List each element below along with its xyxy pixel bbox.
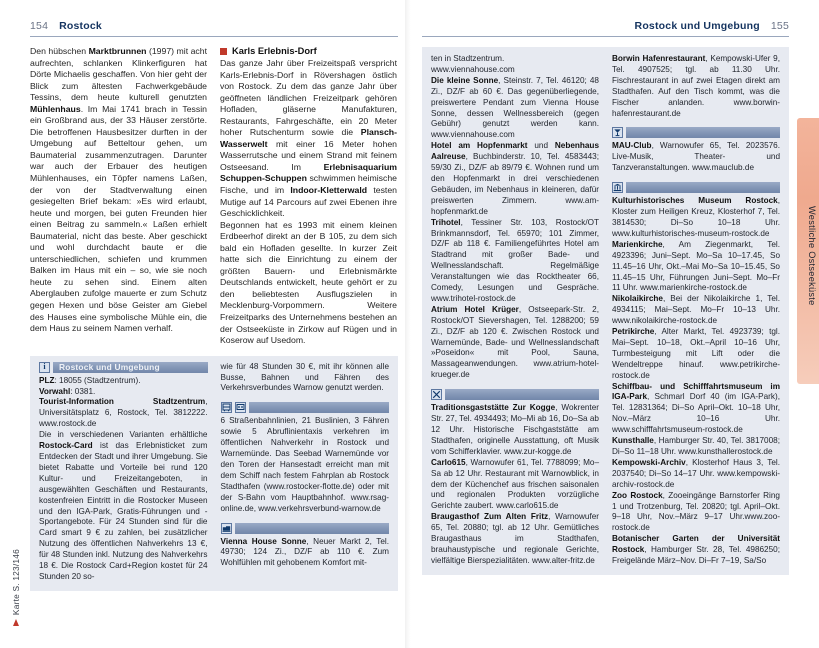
restaurant-entries-col2: Borwin Hafenrestaurant, Kempowski-Ufer 9, Tel. 4907525; tgl. ab 11.30 Uhr. Fischrestaurant in auf zwei Etagen direkt am Stadthafen. Auf den Tisch kommt, was die Fischer anlanden. www.borwin-hafenrestaurant.de — [612, 54, 780, 118]
karls-paragraph-2: Begonnen hat es 1993 mit einem kleinen Erdbeerhof direkt an der B 105, zu dem sich bald ein Hofladen gesellte. In kurzer Zeit hatte sich die Einrichtung zu einem der größten Bauern- und Erlebnismärkte Deutschlands entwickelt, heute gehört er zu den beliebtesten Ausflugszielen in Mecklenburg-Vorpommern. Weitere Freizeitparks des Unternehmens bestehen an der Ostseeküste in Zirkow auf Rügen und in Koserow auf Usedom. — [220, 219, 397, 346]
marktbrunnen-paragraph: Den hübschen Marktbrunnen (1997) mit acht aufrechten, schlanken Klinkerfiguren hat Dörte Michaelis geschaffen. Von hier geht der Blick zum ältesten Fachwerkgebäude Tessins, dem heute kulturell genutzten Mühlenhaus. Im Mai 1741 brach in Tessin ein Großbrand aus, der 33 Häuser zerstörte. Die betroffenen Hausbesitzer durften in der Umgebung auf Betteltour gehen, um Baumaterial zusammenzutragen. Darunter war auch der Erbauer des heutigen Mühlenhauses, ein Töpfer namens Laßen, der von der Stadtverwaltung einen gesiegelten Brief bekam: »Es wird erlaubt, heute und morgen, bei guten Freunden hier einen Beitrag zu sammeln.« Laßen erhielt Baumaterial, nicht das beste. Aber geschickt und wohl durchdacht baute er die unterschiedlichen, schiefen und krummen Balken im Haus mit ein – so, wie sie noch heute zu sehen sind. Einem alten Aberglauben zufolge mauerte er zum Schutz gegen Hexen und böse Geister am Giebel des Hauses eine symbolische Mühle ein, die dem Haus zu seinem Namen verhalf. — [30, 46, 207, 334]
hotel-bar-title — [235, 523, 390, 534]
running-head-right — [422, 20, 789, 37]
restaurant-icon — [431, 389, 442, 400]
map-marker-triangle-icon — [13, 619, 19, 626]
hotel-bar-header — [221, 523, 390, 534]
right-page — [410, 0, 819, 648]
right-infobox-column-1 — [431, 54, 599, 567]
nightlife-bar-title — [626, 127, 780, 138]
plz-vorwahl-tourist-info: PLZ: 18055 (Stadtzentrum). Vorwahl: 0381. Tourist-Information Stadtzentrum, Universitätsplatz 6, Rostock, Tel. 3812222. www.rostock.de — [39, 375, 208, 429]
page-number-right: 155 — [770, 20, 789, 32]
infobox-column-2 — [221, 362, 390, 583]
info-bar-header — [39, 362, 208, 373]
map-reference-label: Karte S. 123/146 — [11, 548, 21, 615]
museum-bar-title — [626, 182, 780, 193]
hotel-entries-right: Die kleine Sonne, Steinstr. 7, Tel. 46120; 48 Zi., DZ/F ab 60 €. Das gegenüberliegende, preiswertere Pendant zum Vienna House Sonne, dessen Wellnessbereich (gegen Gebühr) genutzt werden kann. www.viennahouse.com Hotel am Hopfenmarkt und Nebenhaus Aalreuse, Buchbinderstr. 10, Tel. 4583443; 59/30 Zi., DZ/F ab 89/79 €. Wohnen rund um den Hopfenmarkt in drei verschiedenen Gebäuden, im Nebenhaus in kleineren, dafür preiswerten Zimmern. www.am-hopfenmarkt.de Trihotel, Tessiner Str. 103, Rostock/OT Brinkmannsdorf, Tel. 65970; 101 Zimmer, DZ/F ab 118 €. Familiengeführtes Hotel am Stadtrand mit großer Bade- und Wellnesslandschaft. Regelmäßige Veranstaltungen wie das Rocktheater 66, Comedy, Lesungen und Gespräche. www.trihotel-rostock.de Atrium Hotel Krüger, Ostseepark-Str. 2, Rostock/OT Sievershagen, Tel. 1288200; 59 Zi., DZ/F ab 120 €. Zwischen Rostock und Warnemünde, Bade- und Wellnesslandschaft »Poseidon« mit Pool, Sauna, Massageanwendungen. www.atrium-hotel-krueger.de — [431, 75, 599, 380]
karls-erlebnis-dorf-heading-label: Karls Erlebnis-Dorf — [232, 46, 317, 56]
hotel-entries-left: Vienna House Sonne, Neuer Markt 2, Tel. 49730; 124 Zi., DZ/F ab 110 €. Zum Wohlfühlen mit gehobenem Komfort mit- — [220, 536, 389, 568]
tram-icon — [221, 402, 232, 413]
left-body-columns — [30, 46, 398, 347]
transport-bar-title — [249, 402, 390, 413]
running-head-left — [30, 20, 398, 37]
restaurant-entries-col1: Traditionsgaststätte Zur Kogge, Wokrenter Str. 27, Tel. 4934493; Mo–Mi ab 16, Do–Sa ab 12 Uhr. Historische Fischgaststätte am Stadthafen, originelle Ausstattung, oft Musik vom Schifferklavier. www.zur-kogge.de Carlo615, Warnowufer 61, Tel. 7788099; Mo–Sa ab 12 Uhr. Restaurant mit Warnowblick, in dem der Küchenchef aus frischen saisonalen und regionalen Produkten vorzügliche Gerichte zaubert. www.carlo615.de Braugasthof Zum Alten Fritz, Warnowufer 65, Tel. 20880; tgl. ab 12 Uhr. Gemütliches Braugasthaus im Stadthafen, brauhaustypische und regionale Gerichte, vielfältige Bierspezialitäten. www.alter-fritz.de — [431, 403, 599, 565]
cocktail-icon — [612, 127, 623, 138]
transport-text: 6 Straßenbahnlinien, 21 Buslinien, 3 Fähren sowie 5 Abruflinientaxis verkehren im öffentlichen Nahverkehr in Rostock und Warnemünde. Das Seebad Warnemünde vor den Toren der Hansestadt erreicht man mit dem Schiff nach festem Fahrplan ab Rostock Stadthafen (www.rostocker-flotte.de) oder mit der S-Bahn vom Hauptbahnhof. www.rsag-online.de, www.verkehrsverbund-warnow.de — [220, 416, 389, 513]
info-bar-title: Rostock und Umgebung — [53, 362, 208, 373]
restaurant-bar-title — [445, 389, 599, 400]
museum-bar-header — [612, 182, 780, 193]
map-reference-margin-note — [8, 549, 24, 626]
practical-info-box-right — [422, 46, 789, 575]
karls-erlebnis-dorf-heading — [220, 46, 397, 56]
rostock-card-paragraph: Die in verschiedenen Varianten erhältliche Rostock-Card ist das Erlebnisticket zum Entdecken der Stadt und ihrer Umgebung. Sie bietet Rabatte und Vorteile bei rund 120 Kultur- und Freizeitangeboten, in ausgewählten Geschäften und Restaurants, kostenfreien Eintritt in die Rostocker Museen und den IGA-Park, Gratis-Führungen und -Sportangebote. Für 24 Stunden sind für die Card smart 9 € zu zahlen, bei zusätzlicher Nutzung des öffentlichen Nahverkehrs 13 €, für 48 Stunden inkl. Nutzung des Nahverkehrs 18 €. Die Rostock Card+Region kostet für 24 Stunden 20 so- — [39, 430, 208, 581]
left-column-1 — [30, 46, 207, 347]
section-thumb-tab-label: Westliche Ostseeküste — [807, 206, 817, 306]
museum-icon — [612, 182, 623, 193]
transport-bar-header — [221, 402, 390, 413]
page-number-left: 154 — [30, 20, 49, 32]
red-square-icon — [220, 48, 227, 55]
bed-icon — [221, 523, 232, 534]
left-column-2 — [220, 46, 397, 347]
vienna-house-continuation: ten in Stadtzentrum. www.viennahouse.com — [431, 54, 515, 74]
info-icon: i — [39, 362, 50, 373]
nightlife-entries: MAU-Club, Warnowufer 65, Tel. 2023576. Live-Musik, Theater- und Tanzveranstaltungen. www.mauclub.de — [612, 141, 780, 173]
nightlife-bar-header — [612, 127, 780, 138]
karls-paragraph-1: Das ganze Jahr über Freizeitspaß verspricht Karls-Erlebnis-Dorf in Rövershagen östlich von Rostock. Zu dem das ganze Jahr über geöffneten ländlichen Freizeitpark gehören Hofladen, gläserne Manufakturen, Restaurants, Fahrgeschäfte, ein 20 Meter hoher Rutschenturm sowie die Plansch-Wasserwelt mit einer 16 Meter hohen Wasserrutsche und einem Strand mit feinem Ostseesand. Im Erlebnisaquarium Schuppen-Schuppen schwimmen heimische Fische, und im Indoor-Kletterwald testen Mutige auf 14 Parcours auf zwei Ebenen ihre Geschicklichkeit. — [220, 58, 397, 219]
museum-entries: Kulturhistorisches Museum Rostock, Kloster zum Heiligen Kreuz, Klosterhof 7, Tel. 3814530; Di–So 10–18 Uhr. www.kulturhistorisches-museum-rostock.de Marienkirche, Am Ziegenmarkt, Tel. 4923396; Juni–Sept. Mo–Sa 10–17.45, So 11.45–16 Uhr, Okt.–Mai Mo–Sa 10–15.45, So 11.45–15 Uhr, Führungen Juni–Sept. Mo–Fr 11 Uhr. www.marienkirche-rostock.de Nikolaikirche, Bei der Nikolaikirche 1, Tel. 4934115; Mai–Sept. Mo–Fr 10–13 Uhr. www.nikolaikirche-rostock.de Petrikirche, Alter Markt, Tel. 4923739; tgl. Mai–Sept. 10–18, Okt.–April 10–16 Uhr, Turmbesteigung mit Lift oder die Wendeltreppe hinauf. www.petrikirche-rostock.de Schiffbau- und Schifffahrtsmuseum im IGA-Park, Schmarl Dorf 40 (im IGA-Park), Tel. 12831364; Di–So April–Okt. 10–18 Uhr, Nov.–März 10–16 Uhr. www.schifffahrtsmuseum-rostock.de Kunsthalle, Hamburger Str. 40, Tel. 3817008; Di–So 11–18 Uhr. www.kunsthallerostock.de Kempowski-Archiv, Klosterhof Haus 3, Tel. 2037540; Di–So 14–17 Uhr. www.kempowski-archiv-rostock.de Zoo Rostock, Zooeingänge Barnstorfer Ring 1 und Trotzenburg, Tel. 20820; tgl. April–Okt. 9–18 Uhr, Nov.–März 9–17 Uhr.www.zoo-rostock.de Botanischer Garten der Universität Rostock, Hamburger Str. 28, Tel. 4986250; Freigelände März–Nov. Di–Fr 7–19, Sa/So — [612, 196, 780, 566]
running-title-left: Rostock — [59, 20, 102, 32]
infobox-column-1 — [39, 362, 208, 583]
practical-info-box-left — [30, 355, 398, 591]
restaurant-bar-header — [431, 389, 599, 400]
running-title-right: Rostock und Umgebung — [634, 20, 760, 32]
rostock-card-continuation: wie für 48 Stunden 30 €, mit ihr können alle Busse, Bahnen und Fähren des Verkehrsverbundes Warnow genutzt werden. — [220, 361, 389, 393]
ferry-icon — [235, 402, 246, 413]
right-infobox-column-2 — [612, 54, 780, 567]
